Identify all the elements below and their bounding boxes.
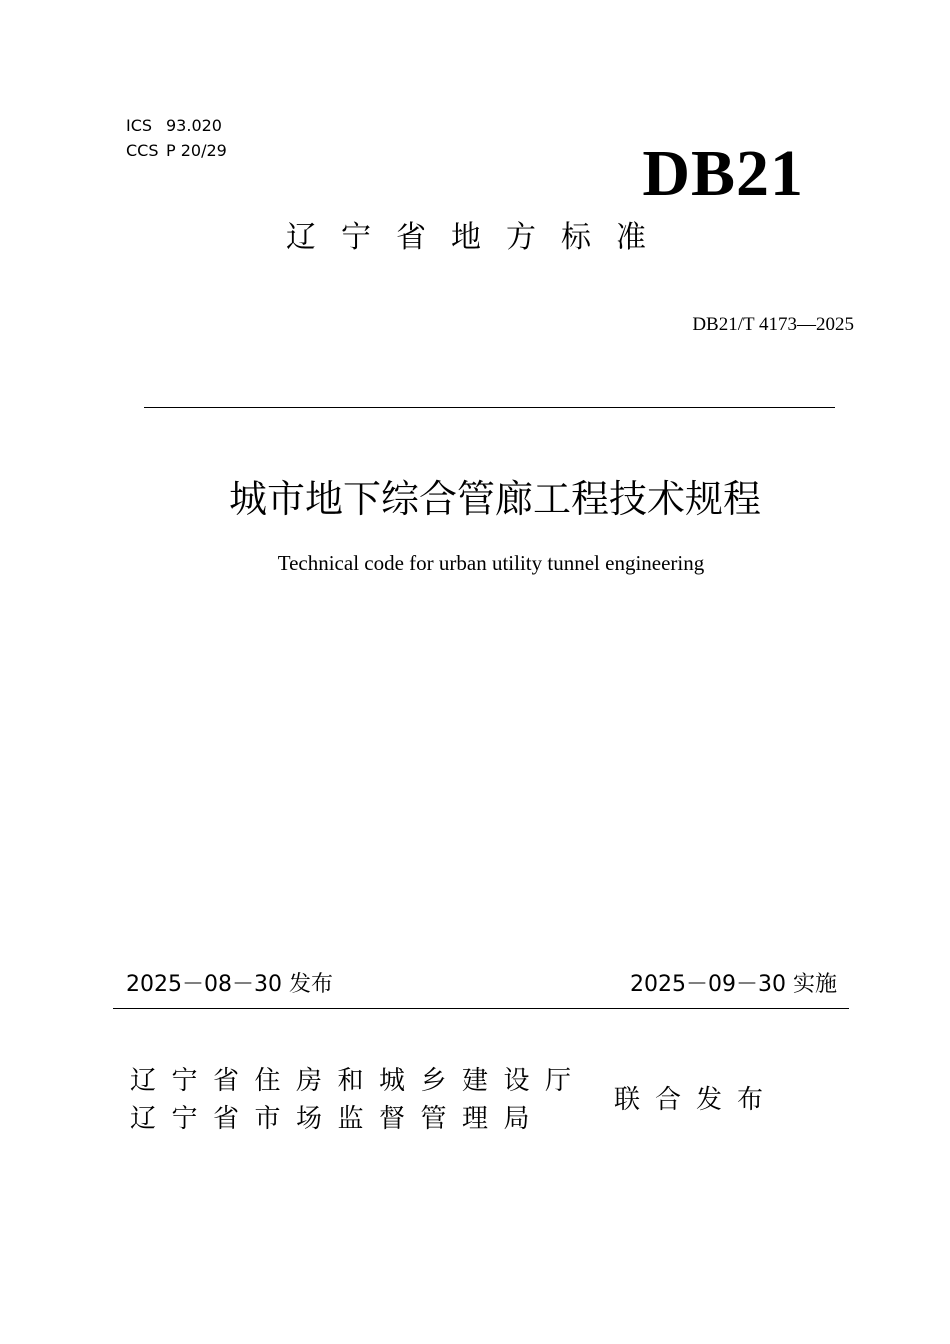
ics-label: ICS: [126, 116, 153, 135]
top-divider: [144, 407, 835, 408]
issue-date: 2025－08－30 发布: [126, 972, 333, 997]
joint-issue-label: 联合发布: [614, 1085, 779, 1115]
document-title-chinese: 城市地下综合管廊工程技术规程: [228, 477, 761, 521]
ccs-label: CCS: [126, 141, 159, 160]
standard-type-heading: 辽宁省地方标准: [286, 220, 671, 255]
standard-number: DB21/T 4173—2025: [692, 314, 854, 335]
ics-classification: [126, 116, 222, 136]
bottom-divider: [113, 1008, 849, 1009]
implementation-date: 2025－09－30 实施: [630, 972, 837, 997]
issuer-market-regulation-bureau: 辽宁省市场监督管理局: [130, 1104, 546, 1134]
ccs-classification: [126, 141, 227, 161]
ics-code: 93.020: [166, 116, 222, 135]
document-title-english: Technical code for urban utility tunnel engineering: [277, 551, 705, 575]
ccs-code: P 20/29: [166, 141, 227, 160]
issuer-housing-department: 辽宁省住房和城乡建设厅: [130, 1066, 587, 1096]
db-standard-logo: DB21: [642, 137, 804, 210]
